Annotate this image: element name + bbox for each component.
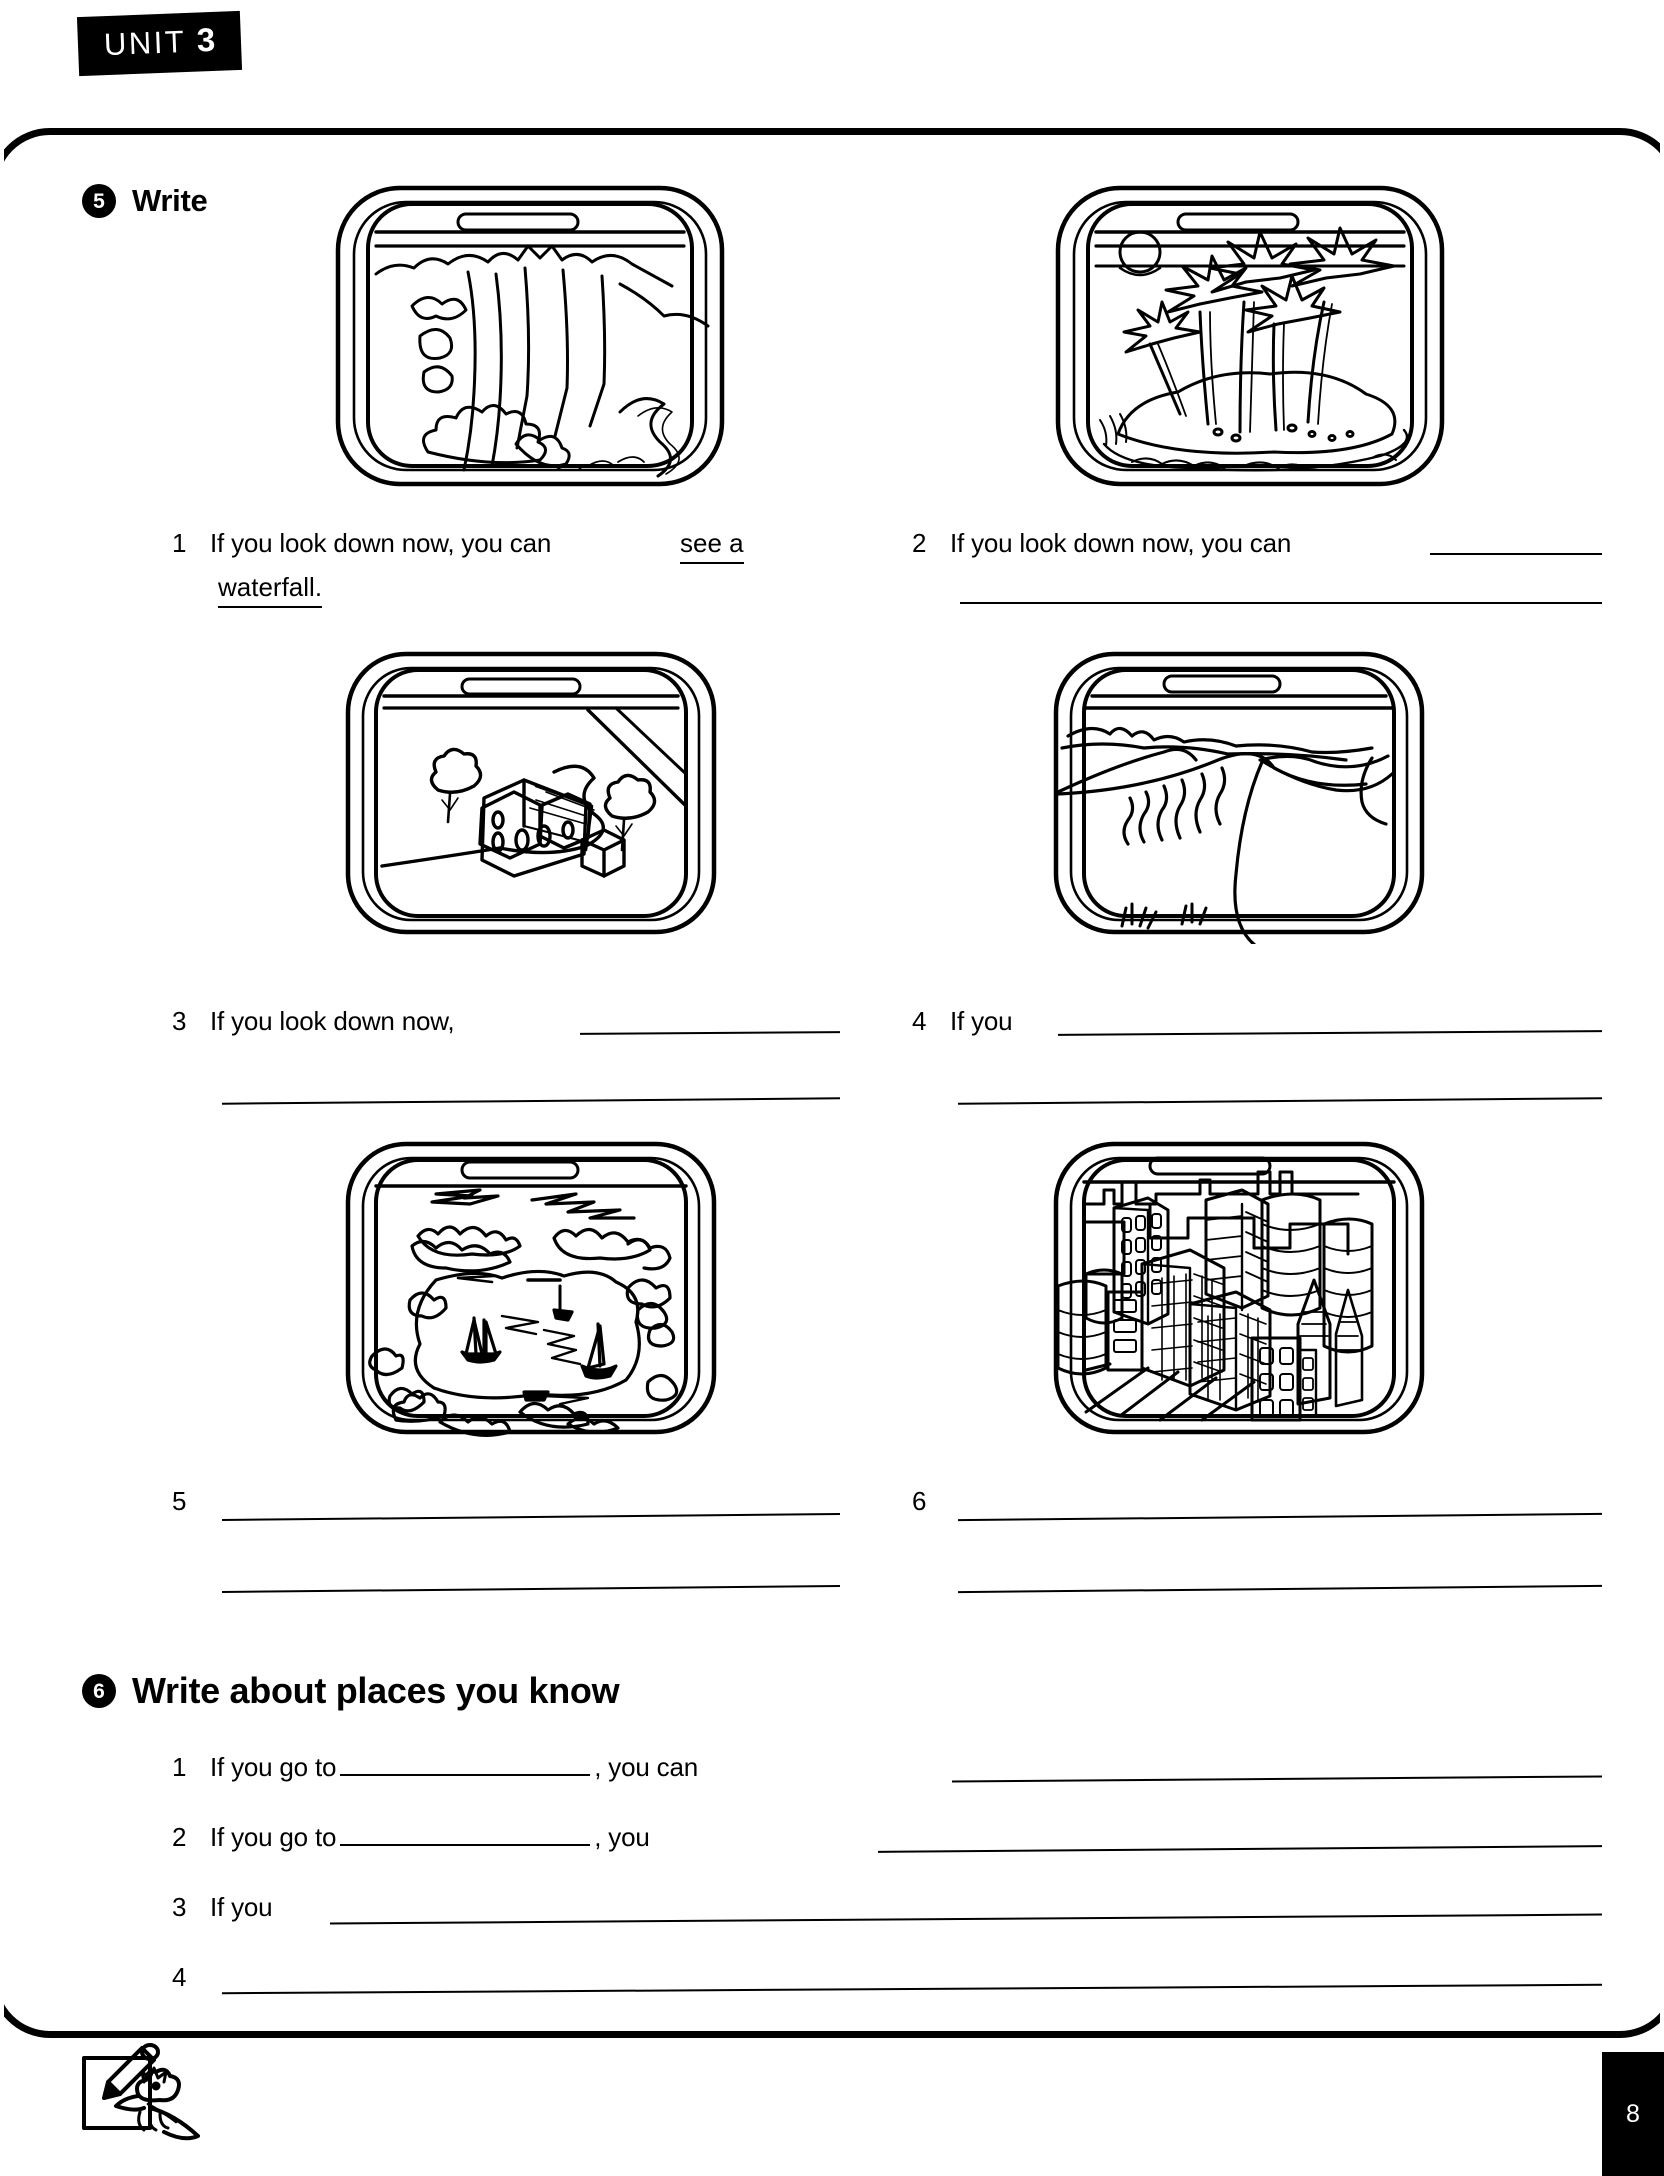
exercise-5-item-1-answer-part2: waterfall. (218, 572, 322, 608)
item-number: 4 (172, 1962, 187, 1992)
answer-blank-line[interactable] (222, 1097, 840, 1104)
item-number: 2 (172, 1822, 187, 1852)
page-border-mask-left (0, 120, 4, 2050)
pencil-paper-bird-icon (80, 2038, 230, 2168)
exercise-6-item-4 (172, 1962, 210, 1993)
item-prompt: If you look down now, you can (950, 528, 1292, 558)
item-number: 1 (172, 528, 187, 558)
answer-blank-line[interactable] (222, 1984, 1602, 1994)
answer-blank-line[interactable] (952, 1775, 1602, 1782)
exercise-5-number: 5 (82, 184, 116, 218)
airplane-window-palm-island (1040, 176, 1460, 501)
item-prompt-part1: If you go to (210, 1752, 337, 1782)
exercise-5-item-1-answer-part1: see a (680, 528, 744, 564)
item-prompt-part2: , you (594, 1822, 650, 1852)
item-number: 5 (172, 1486, 187, 1516)
item-number: 4 (912, 1006, 927, 1036)
answer-blank-line[interactable] (958, 1513, 1602, 1521)
answer-blank-inline[interactable] (340, 1752, 590, 1776)
airplane-window-desert-dunes (1040, 644, 1440, 949)
answer-blank-line[interactable] (958, 1097, 1602, 1105)
airplane-window-village (332, 644, 732, 949)
item-number: 2 (912, 528, 927, 558)
answer-blank-line[interactable] (878, 1845, 1602, 1853)
unit-tag (77, 11, 242, 76)
exercise-5-title: Write (132, 183, 208, 218)
exercise-6-item-1 (172, 1752, 698, 1783)
exercise-5-heading (82, 183, 207, 219)
item-prompt-part1: If you (210, 1892, 273, 1922)
item-prompt-part1: If you go to (210, 1822, 337, 1852)
page-border-mask-right (1660, 120, 1664, 2050)
exercise-6-number: 6 (82, 1674, 116, 1708)
answer-blank-line[interactable] (222, 1513, 840, 1521)
exercise-6-item-3 (172, 1892, 272, 1923)
unit-number: 3 (196, 20, 216, 59)
page-number: 8 (1626, 2099, 1640, 2128)
answer-blank-line[interactable] (330, 1914, 1602, 1925)
exercise-5-item-4 (912, 1006, 1012, 1037)
unit-word: UNIT (103, 24, 187, 63)
exercise-6-item-2 (172, 1822, 650, 1853)
page-number-tab (1602, 2052, 1664, 2176)
exercise-5-item-3 (172, 1006, 454, 1037)
exercise-5-item-5 (172, 1486, 210, 1517)
item-prompt: If you look down now, you can (210, 528, 552, 558)
exercise-5-item-2 (912, 528, 1291, 559)
item-prompt: If you (950, 1006, 1013, 1036)
item-number: 3 (172, 1892, 187, 1922)
answer-blank-line[interactable] (1058, 1030, 1602, 1036)
airplane-window-lake-sailboats (332, 1134, 732, 1449)
exercise-6-heading (82, 1670, 619, 1712)
item-prompt-part2: , you can (594, 1752, 698, 1782)
item-number: 6 (912, 1486, 927, 1516)
answer-blank-line[interactable] (1430, 553, 1602, 555)
item-number: 1 (172, 1752, 187, 1782)
exercise-5-item-1 (172, 528, 551, 559)
answer-blank-line[interactable] (960, 602, 1602, 604)
exercise-5-item-6 (912, 1486, 950, 1517)
item-prompt: If you look down now, (210, 1006, 455, 1036)
answer-blank-line[interactable] (958, 1585, 1602, 1593)
item-number: 3 (172, 1006, 187, 1036)
exercise-6-title: Write about places you know (132, 1670, 620, 1711)
answer-blank-line[interactable] (580, 1031, 840, 1035)
answer-blank-inline[interactable] (340, 1822, 590, 1846)
airplane-window-waterfall (320, 176, 740, 501)
answer-blank-line[interactable] (222, 1585, 840, 1593)
airplane-window-city-skyline (1040, 1134, 1440, 1449)
